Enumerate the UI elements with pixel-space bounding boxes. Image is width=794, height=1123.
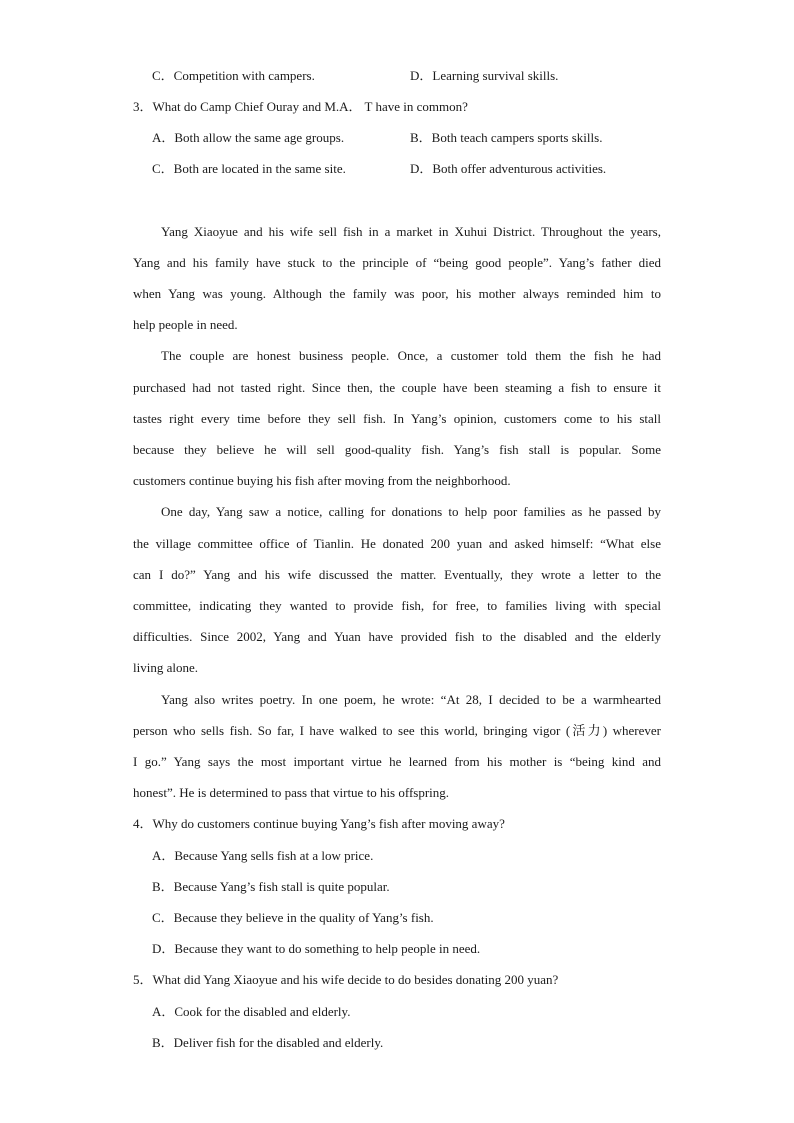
passage-p1-line: help people in need. (133, 317, 238, 332)
passage-p3-line: difficulties. Since 2002, Yang and Yuan have provided fish to the disabled and the elderly (133, 629, 661, 644)
passage-p4-line: I go.” Yang says the most important virtue he learned from his mother is “being kind and (133, 754, 661, 769)
q5-question: 5．What did Yang Xiaoyue and his wife decide to do besides donating 200 yuan? (133, 972, 559, 987)
q3-option-d: D．Both offer adventurous activities. (410, 161, 607, 176)
passage-p1-line: Yang Xiaoyue and his wife sell fish in a market in Xuhui District. Throughout the years, (161, 224, 661, 239)
passage-p2-line: because they believe he will sell good-quality fish. Yang’s fish stall is popular. Some (133, 442, 661, 457)
passage-p1-line: when Yang was young. Although the family was poor, his mother always reminded him to (133, 286, 661, 301)
q4-option-c: C．Because they believe in the quality of Yang’s fish. (152, 910, 434, 925)
q2-option-d: D．Learning survival skills. (410, 68, 559, 83)
q4-option-b: B．Because Yang’s fish stall is quite popular. (152, 879, 390, 894)
passage-p2-line: purchased had not tasted right. Since then, the couple have been steaming a fish to ensure it (133, 380, 661, 395)
q3-question: 3．What do Camp Chief Ouray and M.A． T have in common? (133, 99, 468, 114)
passage-p3-line: living alone. (133, 660, 198, 675)
q3-option-a: A．Both allow the same age groups. (152, 130, 345, 145)
q4-question: 4．Why do customers continue buying Yang’s fish after moving away? (133, 816, 505, 831)
passage-p3-line: can I do?” Yang and his wife discussed the matter. Eventually, they wrote a letter to the (133, 567, 661, 582)
passage-p4-line: honest”. He is determined to pass that virtue to his offspring. (133, 785, 450, 800)
passage-p3-line: the village committee office of Tianlin. He donated 200 yuan and asked himself: “What else (133, 536, 661, 551)
q2-option-c: C．Competition with campers. (152, 68, 315, 83)
passage-p2-line: tastes right every time before they sell fish. In Yang’s opinion, customers come to his stall (133, 411, 661, 426)
passage-p4-line: Yang also writes poetry. In one poem, he wrote: “At 28, I decided to be a warmhearted (161, 692, 661, 707)
q4-option-d: D．Because they want to do something to help people in need. (152, 941, 481, 956)
passage-p2-line: customers continue buying his fish after moving from the neighborhood. (133, 473, 511, 488)
passage-p4-line: person who sells fish. So far, I have walked to see this world, bringing vigor (活力) wherever (133, 723, 661, 738)
q5-option-a: A．Cook for the disabled and elderly. (152, 1004, 351, 1019)
q4-option-a: A．Because Yang sells fish at a low price. (152, 848, 374, 863)
q3-option-c: C．Both are located in the same site. (152, 161, 346, 176)
passage-p3-line: committee, indicating they wanted to provide fish, for free, to families living with special (133, 598, 661, 613)
passage-p3-line: One day, Yang saw a notice, calling for donations to help poor families as he passed by (161, 504, 661, 519)
q5-option-b: B．Deliver fish for the disabled and elderly. (152, 1035, 384, 1050)
passage-p1-line: Yang and his family have stuck to the principle of “being good people”. Yang’s father died (133, 255, 661, 270)
passage-p2-line: The couple are honest business people. Once, a customer told them the fish he had (161, 348, 661, 363)
q3-option-b: B．Both teach campers sports skills. (410, 130, 603, 145)
